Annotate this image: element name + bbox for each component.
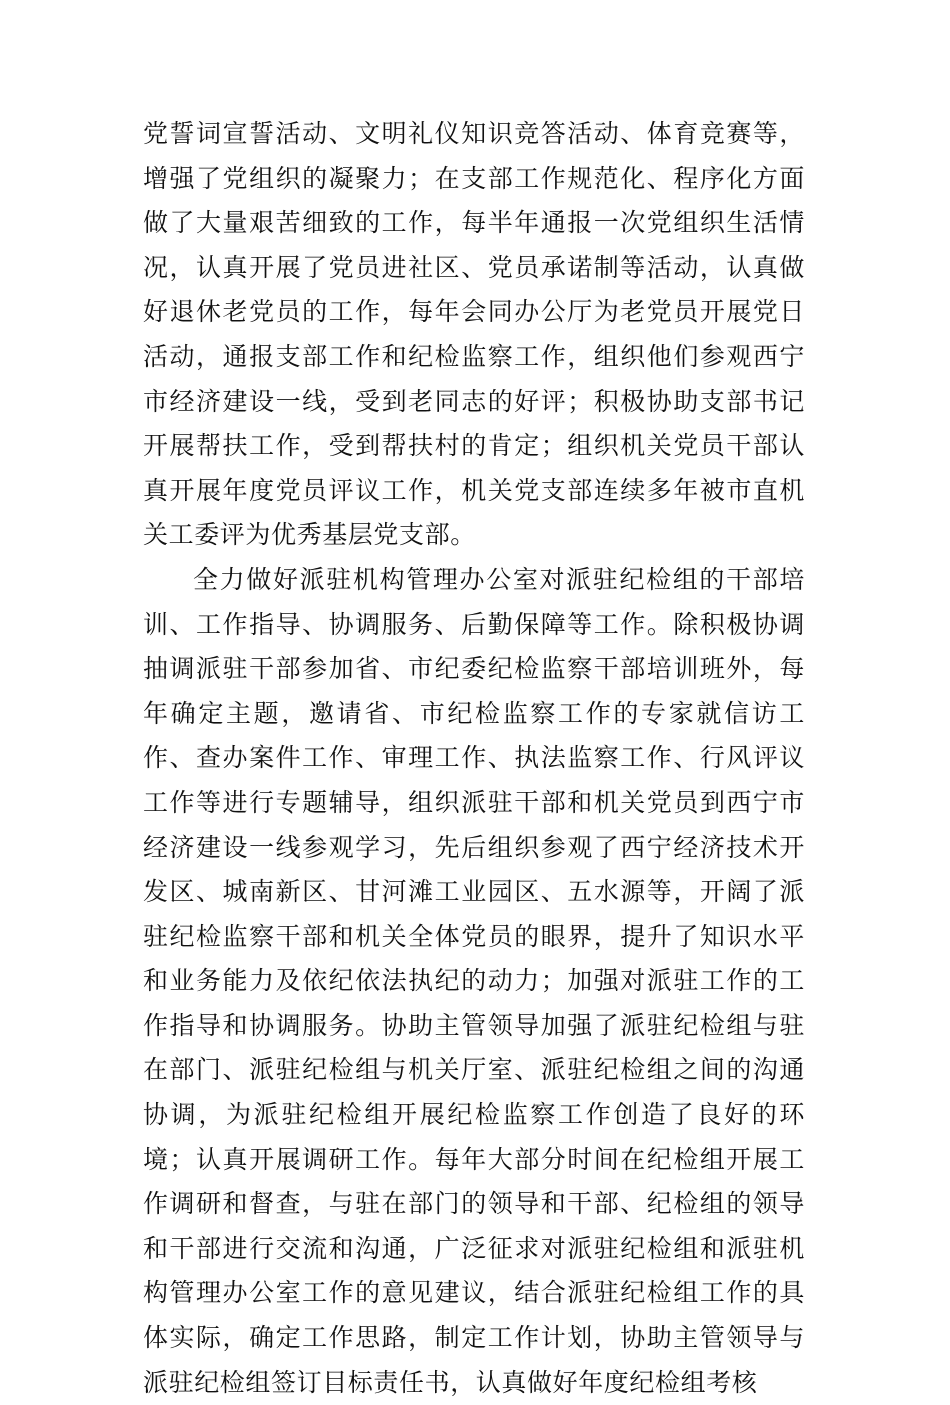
paragraph-2: 全力做好派驻机构管理办公室对派驻纪检组的干部培训、工作指导、协调服务、后勤保障等工作。除积极协调抽调派驻干部参加省、市纪委纪检监察干部培训班外，每年确定主题，邀请省、市纪检监察工作的专家就信访工作、查办案件工作、审理工作、执法监察工作、行风评议工作等进行专题辅导，组织派驻干部和机关党员到西宁市经济建设一线参观学习，先后组织参观了西宁经济技术开发区、城南新区、甘河滩工业园区、五水源等，开阔了派驻纪检监察干部和机关全体党员的眼界，提升了知识水平和业务能力及依纪依法执纪的动力；加强对派驻工作的工作指导和协调服务。协助主管领导加强了派驻纪检组与驻在部门、派驻纪检组与机关厅室、派驻纪检组之间的沟通协调，为派驻纪检组开展纪检监察工作创造了良好的环境；认真开展调研工作。每年大部分时间在纪检组开展工作调研和督查，与驻在部门的领导和干部、纪检组的领导和干部进行交流和沟通，广泛征求对派驻纪检组和派驻机构管理办公室工作的意见建议，结合派驻纪检组工作的具体实际，确定工作思路，制定工作计划，协助主管领导与派驻纪检组签订目标责任书，认真做好年度纪检组考核: [143, 564, 805, 1397]
document-body: [143, 112, 805, 1405]
paragraph-1: 党誓词宣誓活动、文明礼仪知识竞答活动、体育竞赛等，增强了党组织的凝聚力；在支部工作规范化、程序化方面做了大量艰苦细致的工作，每半年通报一次党组织生活情况，认真开展了党员进社区、党员承诺制等活动，认真做好退休老党员的工作，每年会同办公厅为老党员开展党日活动，通报支部工作和纪检监察工作，组织他们参观西宁市经济建设一线，受到老同志的好评；积极协助支部书记开展帮扶工作，受到帮扶村的肯定；组织机关党员干部认真开展年度党员评议工作，机关党支部连续多年被市直机关工委评为优秀基层党支部。: [143, 119, 805, 550]
